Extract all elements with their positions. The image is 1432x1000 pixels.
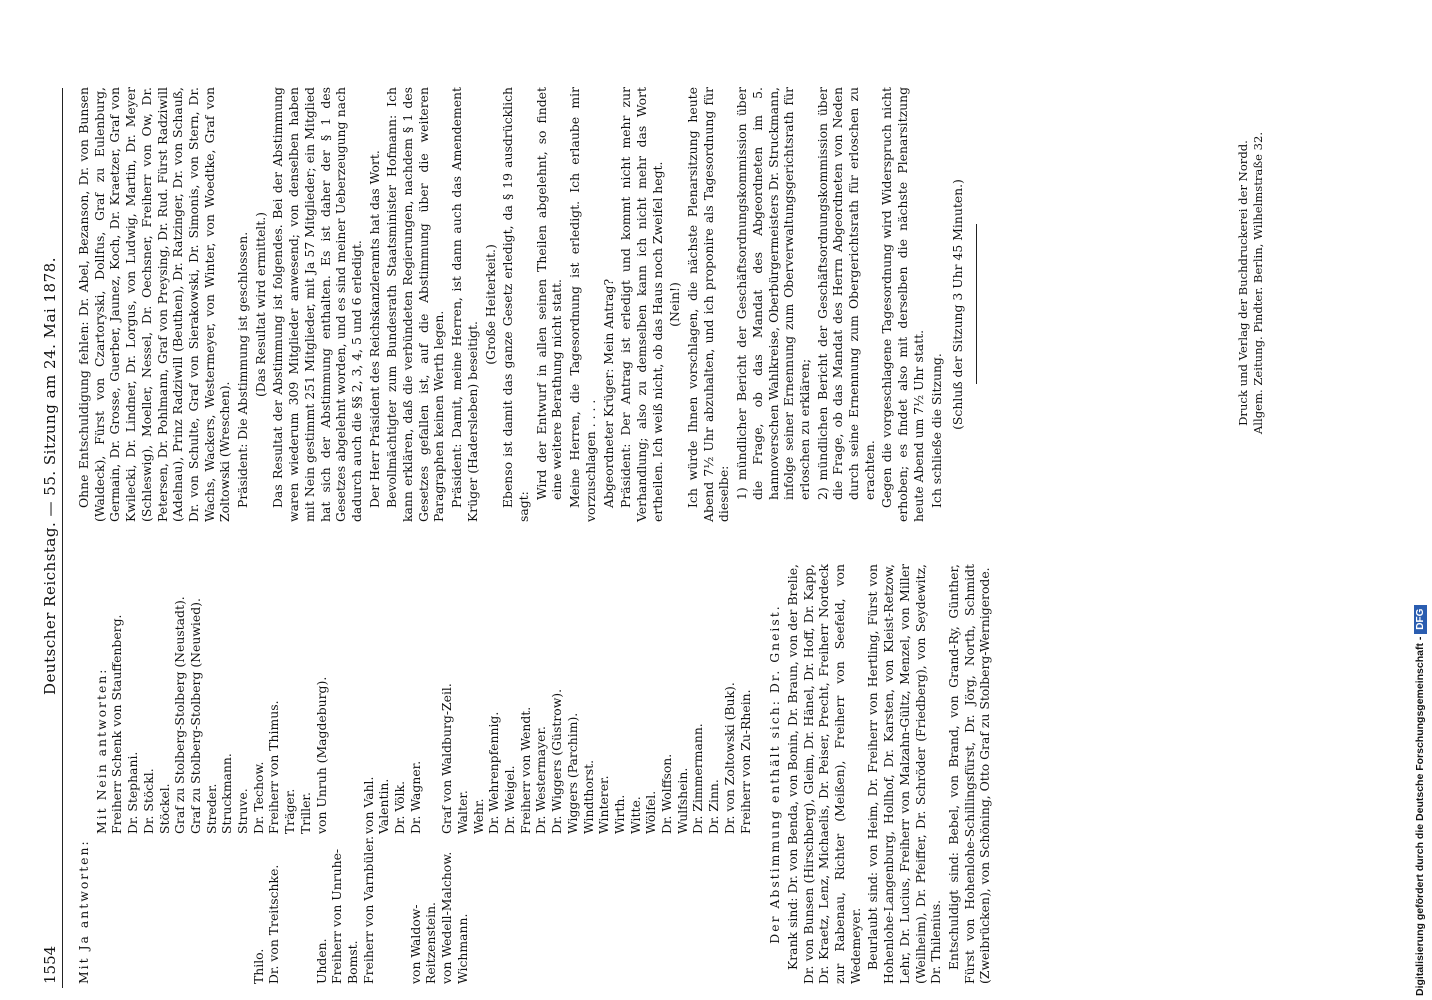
digitization-note	[1414, 605, 1427, 996]
nein-name: Freiherr von Zu-Rhein.	[737, 689, 753, 834]
closing-line: (Schluß der Sitzung 3 Uhr 45 Minuten.)	[950, 179, 966, 430]
ja-name	[581, 834, 597, 984]
vote-row	[486, 564, 502, 984]
ja-name	[690, 834, 706, 984]
vote-row	[549, 564, 565, 984]
ja-name	[722, 834, 738, 984]
ja-name: Wichmann.	[454, 913, 470, 984]
vote-row	[722, 564, 738, 984]
paragraph-11: Abgeordneter Krüger: Mein Antrag?	[600, 278, 616, 508]
page-number: 1554	[41, 945, 59, 984]
nein-name: Wulfshein.	[674, 767, 690, 834]
nein-name: Dr. Wagner.	[407, 760, 423, 834]
ja-name	[471, 834, 487, 984]
nein-name: Graf zu Stolberg-Stolberg (Neuwied).	[187, 598, 203, 834]
nein-name: Streder.	[203, 783, 219, 834]
paragraph-6: Präsident: Damit, meine Herren, ist dann auch das Amendement Krüger (Hadersleben) beseitigt.	[449, 87, 480, 522]
nein-name: von Unruh (Magdeburg).	[313, 676, 329, 834]
nein-name: Dr. Weigel.	[501, 765, 517, 834]
ja-name	[109, 834, 125, 984]
vote-row	[612, 564, 628, 984]
vote-row	[235, 564, 251, 984]
ja-name: Uhden.	[313, 938, 329, 984]
vote-row	[738, 564, 754, 984]
ja-name	[596, 834, 612, 984]
ja-name	[628, 834, 644, 984]
vote-row	[581, 564, 597, 984]
vote-row	[455, 564, 471, 984]
ja-name	[235, 834, 251, 984]
vote-row	[204, 564, 220, 984]
sick-members: Krank sind: Dr. von Benda, von Bonin, Dr. Braun, von der Brelie, Dr. von Bunsen (Hirschberg), Gleim, Dr. Hänel, Dr. Hoff, Dr. Kapp, Dr. Kraetz, Lenz, Michaelis, Dr. Peiser, Precht, Freiherr Nordeck zur Rabenau, Richter (Meißen), Freiherr von Seefeld, von Wedemeyer.	[784, 564, 863, 984]
ja-name	[392, 834, 408, 984]
nein-name: Stöckel.	[156, 783, 172, 834]
vote-row	[125, 564, 141, 984]
vote-row	[643, 564, 659, 984]
vote-row	[329, 564, 360, 984]
nein-name: Triller.	[297, 792, 313, 834]
vote-row	[471, 564, 487, 984]
on-leave-members: Beurlaubt sind: von Heim, Dr. Freiherr von Hertling, Fürst von Hohenlohe-Langenburg, Hollhof, Dr. Karsten, von Kleist-Retzow, Lehr, Dr. Lucius, Freiherr von Malzahn-Gültz, Menzel, von Miller (Weilheim), Dr. Pfeiffer, Dr. Schröder (Friedberg), von Seydewitz, Dr. Thilenius.	[865, 564, 944, 984]
digitization-text: Digitalisierung gefördert durch die Deutsche Forschungsgemeinschaft -	[1414, 636, 1426, 996]
vote-row	[408, 564, 439, 984]
ja-name	[643, 834, 659, 984]
left-column	[76, 564, 995, 984]
nein-name: Valentin.	[376, 778, 392, 834]
ja-name	[738, 834, 754, 984]
agenda-item-2: 2) mündlichen Bericht der Geschäftsordnungskommission über die Frage, ob das Mandat des Herrn Abgeordneten von Neden durch seine Ernennung zum Obergerichtsrath für erloschen zu erachten.	[814, 87, 877, 500]
printer-footer: Druck und Verlag der Buchdruckerei der Nordd. Allgem. Zeitung. Pindter. Berlin, Wilhelmstraße 32.	[1236, 131, 1265, 435]
paragraph-14: Ich würde Ihnen vorschlagen, die nächste Plenarsitzung heute Abend 7½ Uhr abzuhalten, und ich proponire als Tagesordnung für dieselbe:	[685, 87, 732, 522]
ja-name	[549, 834, 565, 984]
nein-name: Mit Nein antworten:	[93, 667, 109, 834]
ja-name	[141, 834, 157, 984]
vote-row	[141, 564, 157, 984]
unexcused-absent: Ohne Entschuldigung fehlen: Dr. Abel, Bezanson, Dr. von Bunsen (Waldeck), Fürst von Czartoryski, Dollfus, Graf zu Eulenburg, Germain, Dr. Grosse, Guerber, Jaunez, Koch, Dr. Kraetzer, Graf von Kwilecki, Dr. Lindner, Dr. Lorgus, von Ludwig, Martin, Dr. Meyer (Schleswig), Moeller, Nessel, Dr. Oechsner, Freiherr von Ow, Dr. Petersen, Dr. Pohlmann, Graf von Preysing, Dr. Rud. Fürst Radziwill (Adelnau), Prinz Radziwill (Beuthen), Dr. Ratzinger, Dr. von Schauß, Dr. von Schulte, Graf von Sierakowski, Dr. Simonis, von Stern, Dr. Wachs, Wackers, Westermeyer, von Winter, von Woedtke, Graf von Zoltowski (Wreschen).	[76, 87, 233, 522]
ja-name	[706, 834, 722, 984]
paragraph-1: Präsident: Die Abstimmung ist geschlossen.	[235, 231, 251, 508]
nein-name: Dr. Techow.	[250, 761, 266, 834]
paragraph-16: Ich schließe die Sitzung.	[928, 353, 944, 508]
paragraph-12: Präsident: Der Antrag ist erledigt und kommt nicht mehr zur Verhandlung; also zu demselben kann ich nicht mehr das Wort ertheilen. Ich weiß nicht, ob das Haus noch Zweifel hegt.	[618, 87, 665, 522]
nein-name: Freiherr Schenk von Stauffenberg.	[109, 614, 125, 834]
vote-row	[392, 564, 408, 984]
paragraph-9: Wird der Entwurf in allen seinen Theilen abgelehnt, so findet eine weitere Berathung nicht statt.	[533, 87, 565, 500]
nein-name: Wölfel.	[643, 790, 659, 834]
paragraph-15: Gegen die vorgeschlagene Tagesordnung wird Widerspruch nicht erhoben; es findet also mit derselben die nächste Plenarsitzung heute Abend um 7½ Uhr statt.	[879, 87, 926, 522]
nein-name: von Vahl.	[360, 776, 376, 834]
ja-name	[298, 834, 314, 984]
vote-list	[94, 564, 754, 984]
ja-name	[565, 834, 581, 984]
vote-row	[565, 564, 581, 984]
ja-name: Dr. von Treitschke.	[266, 864, 282, 984]
abstention-line: Der Abstimmung enthält sich: Dr. Gneist.	[767, 604, 783, 944]
ja-name	[659, 834, 675, 984]
nein-name: Walter.	[454, 790, 470, 834]
nein-name: Dr. Wolffson.	[659, 753, 675, 834]
nein-name: Dr. Stephani.	[125, 751, 141, 834]
ja-name: von Waldow-Reitzenstein.	[407, 902, 439, 984]
excused-members: Entschuldigt sind: Bebel, von Brand, von Grand-Ry, Günther, Fürst von Hohenlohe-Schillingsfürst, Dr. Jörg, North, Schmidt (Zweibrücken), von Schöning, Otto Graf zu Stolberg-Wernigerode.	[945, 564, 993, 984]
vote-row	[188, 564, 204, 984]
vote-row	[675, 564, 691, 984]
nein-name: Wirth.	[611, 794, 627, 834]
nein-name: Dr. Westermayer.	[533, 726, 549, 834]
vote-row	[502, 564, 518, 984]
ja-name	[533, 834, 549, 984]
nein-name: Dr. Zinn.	[706, 779, 722, 834]
vote-row	[361, 564, 377, 984]
vote-row	[690, 564, 706, 984]
paragraph-13: (Nein!)	[667, 282, 683, 327]
paragraph-5: Bevollmächtigter zum Bundesrath Staatsminister Hofmann: Ich kann erklären, daß die verbündeten Regierungen, nachdem § 1 des Gesetzes gefallen ist, auf die Abstimmung über die weiteren Paragraphen keinen Werth legen.	[384, 87, 447, 522]
ja-name: Freiherr von Unruhe-Bomst.	[329, 848, 360, 984]
nein-name: Graf zu Stolberg-Stolberg (Neustadt).	[172, 596, 188, 834]
ja-name	[675, 834, 691, 984]
vote-row	[282, 564, 298, 984]
vote-row	[266, 564, 282, 984]
vote-row	[157, 564, 173, 984]
vote-row	[659, 564, 675, 984]
nein-name: Winterer.	[596, 775, 612, 834]
paragraph-7: (Große Heiterkeit.)	[482, 244, 498, 365]
vote-row	[706, 564, 722, 984]
ja-name	[612, 834, 628, 984]
ja-name	[486, 834, 502, 984]
nein-name: Struckmann.	[219, 753, 235, 834]
nein-name: Dr. von Zoltowski (Buk).	[721, 682, 737, 834]
paragraph-2: (Das Resultat wird ermittelt.)	[252, 211, 268, 398]
vote-row	[251, 564, 267, 984]
ja-name: von Wedell-Malchow.	[439, 851, 455, 984]
ja-name: Freiherr von Varnbüler.	[360, 835, 376, 984]
page-header-title: Deutscher Reichstag. — 55. Sitzung am 24. Mai 1878.	[41, 257, 59, 695]
dfg-badge: DFG	[1414, 605, 1427, 634]
vote-row	[94, 564, 110, 984]
ja-name	[172, 834, 188, 984]
nein-name: Dr. Stöckl.	[140, 768, 156, 834]
closing-rule	[976, 225, 977, 385]
paragraph-8: Ebenso ist damit das ganze Gesetz erledigt, da § 19 ausdrücklich sagt:	[500, 87, 531, 522]
nein-name: Windthorst.	[580, 759, 596, 834]
ja-name	[502, 834, 518, 984]
nein-name: Träger.	[282, 788, 298, 834]
vote-row	[518, 564, 534, 984]
nein-name: Dr. Völk.	[392, 780, 408, 834]
vote-row	[298, 564, 314, 984]
agenda-item-1: 1) mündlicher Bericht der Geschäftsordnungskommission über die Frage, ob das Mandat des Abgeordneten im 5. hannoverschen Wahlkreise, Oberbürgermeisters Dr. Struckmann, infolge seiner Ernennung zum Oberverwaltungsgerichtsrath für erloschen zu erklären;	[734, 87, 812, 500]
ja-name	[219, 834, 235, 984]
vote-row	[219, 564, 235, 984]
ja-name: Thilo.	[250, 948, 266, 984]
nein-name	[329, 564, 360, 834]
vote-row	[376, 564, 392, 984]
vote-row	[439, 564, 455, 984]
nein-name: Graf von Waldburg-Zeil.	[439, 683, 455, 834]
nein-name: Witte.	[627, 796, 643, 834]
paragraph-10: Meine Herren, die Tagesordnung ist erledigt. Ich erlaube mir vorzuschlagen . . . .	[567, 87, 598, 522]
nein-name: Struve.	[235, 788, 251, 834]
vote-row	[628, 564, 644, 984]
paragraph-4: Der Herr Präsident des Reichskanzleramts hat das Wort.	[366, 150, 382, 508]
ja-name	[157, 834, 173, 984]
vote-row	[596, 564, 612, 984]
right-column	[76, 87, 981, 522]
nein-name: Wiggers (Parchim).	[564, 712, 580, 834]
vote-row	[172, 564, 188, 984]
nein-name: Freiherr von Thimus.	[266, 700, 282, 834]
nein-name: Dr. Wiggers (Güstrow).	[549, 688, 565, 834]
header-rule	[62, 88, 63, 988]
ja-heading: Mit Ja antworten:	[76, 839, 91, 984]
ja-name	[188, 834, 204, 984]
nein-name: Freiherr von Wendt.	[517, 706, 533, 834]
paragraph-3: Das Resultat der Abstimmung ist folgendes. Bei der Abstimmung waren wiederum 309 Mitglieder anwesend; von denselben haben mit Nein gestimmt 251 Mitglieder, mit Ja 57 Mitglieder; ein Mitglied hat sich der Abstimmung enthalten. Es ist daher der § 1 des Gesetzes abgelehnt worden, und es sind meiner Ueberzeugung nach dadurch auch die §§ 2, 3, 4, 5 und 6 erledigt.	[270, 87, 364, 522]
nein-name: Dr. Zimmermann.	[690, 723, 706, 834]
ja-name	[125, 834, 141, 984]
ja-name	[204, 834, 220, 984]
nein-name: Wehr.	[470, 798, 486, 834]
vote-row	[533, 564, 549, 984]
ja-name	[282, 834, 298, 984]
vote-row	[109, 564, 125, 984]
ja-name	[518, 834, 534, 984]
ja-name	[376, 834, 392, 984]
vote-row	[314, 564, 330, 984]
nein-name: Dr. Wehrenpfennig.	[486, 711, 502, 834]
ja-name	[94, 834, 110, 984]
